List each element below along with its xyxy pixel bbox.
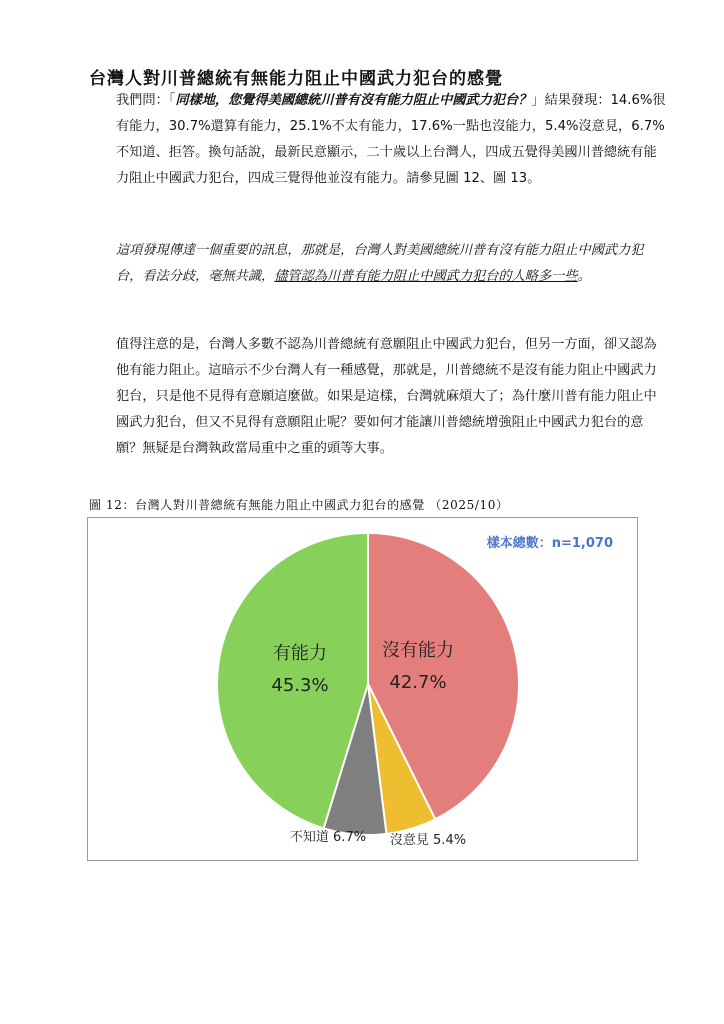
document-title: 台灣人對川普總統有無能力阻止中國武力犯台的感覺 <box>89 69 503 89</box>
paragraph-2-body: 這項發現傳達一個重要的訊息，那就是，台灣人對美國總統川普有沒有能力阻止中國武力犯台，看法分歧，毫無共識， <box>116 243 644 284</box>
paragraph-2 <box>89 238 666 290</box>
paragraph-1 <box>89 88 666 192</box>
paragraph-2-end: 。 <box>577 269 591 284</box>
slice-value-1: 42.7% <box>389 672 447 693</box>
slice-value-2: 沒意見 5.4% <box>389 833 467 848</box>
pie-chart-container <box>87 517 638 861</box>
slice-value-3: 不知道 6.7% <box>289 830 367 845</box>
sample-size-label: 樣本總數：n=1,070 <box>486 536 613 551</box>
pie-chart <box>88 518 637 860</box>
figure-caption: 圖 12：台灣人對川普總統有無能力阻止中國武力犯台的感覺 （2025/10） <box>89 498 509 512</box>
survey-question: 同樣地，您覺得美國總統川普有沒有能力阻止中國武力犯台？ <box>175 93 532 108</box>
paragraph-2-underlined: 儘管認為川普有能力阻止中國武力犯台的人略多一些 <box>274 269 578 284</box>
slice-label-1: 沒有能力 <box>382 640 454 661</box>
paragraph-3: 值得注意的是，台灣人多數不認為川普總統有意願阻止中國武力犯台，但另一方面，卻又認為他有能力阻止。這暗示不少台灣人有一種感覺，那就是，川普總統不是沒有能力阻止中國武力犯台，只是他不見得有意願這麼做。如果是這樣，台灣就麻煩大了；為什麼川普有能力阻止中國武力犯台，但又不見得有意願阻止呢？要如何才能讓川普總統增強阻止中國武力犯台的意願？無疑是台灣執政當局重中之重的頭等大事。 <box>116 337 657 456</box>
slice-value-4: 45.3% <box>271 675 329 696</box>
slice-label-4: 有能力 <box>273 643 327 664</box>
paragraph-1-body: 」結果發現：14.6%很有能力，30.7%還算有能力，25.1%不太有能力，17.6%一點也沒能力，5.4%沒意見，6.7%不知道、拒答。換句話說，最新民意顯示，二十歲以上台灣人，四成五覺得美國川普總統有能力阻止中國武力犯台，四成三覺得他並沒有能力。請參見圖 12、圖 13。 <box>116 93 666 186</box>
paragraph-1-intro: 我們問：「 <box>116 93 176 108</box>
